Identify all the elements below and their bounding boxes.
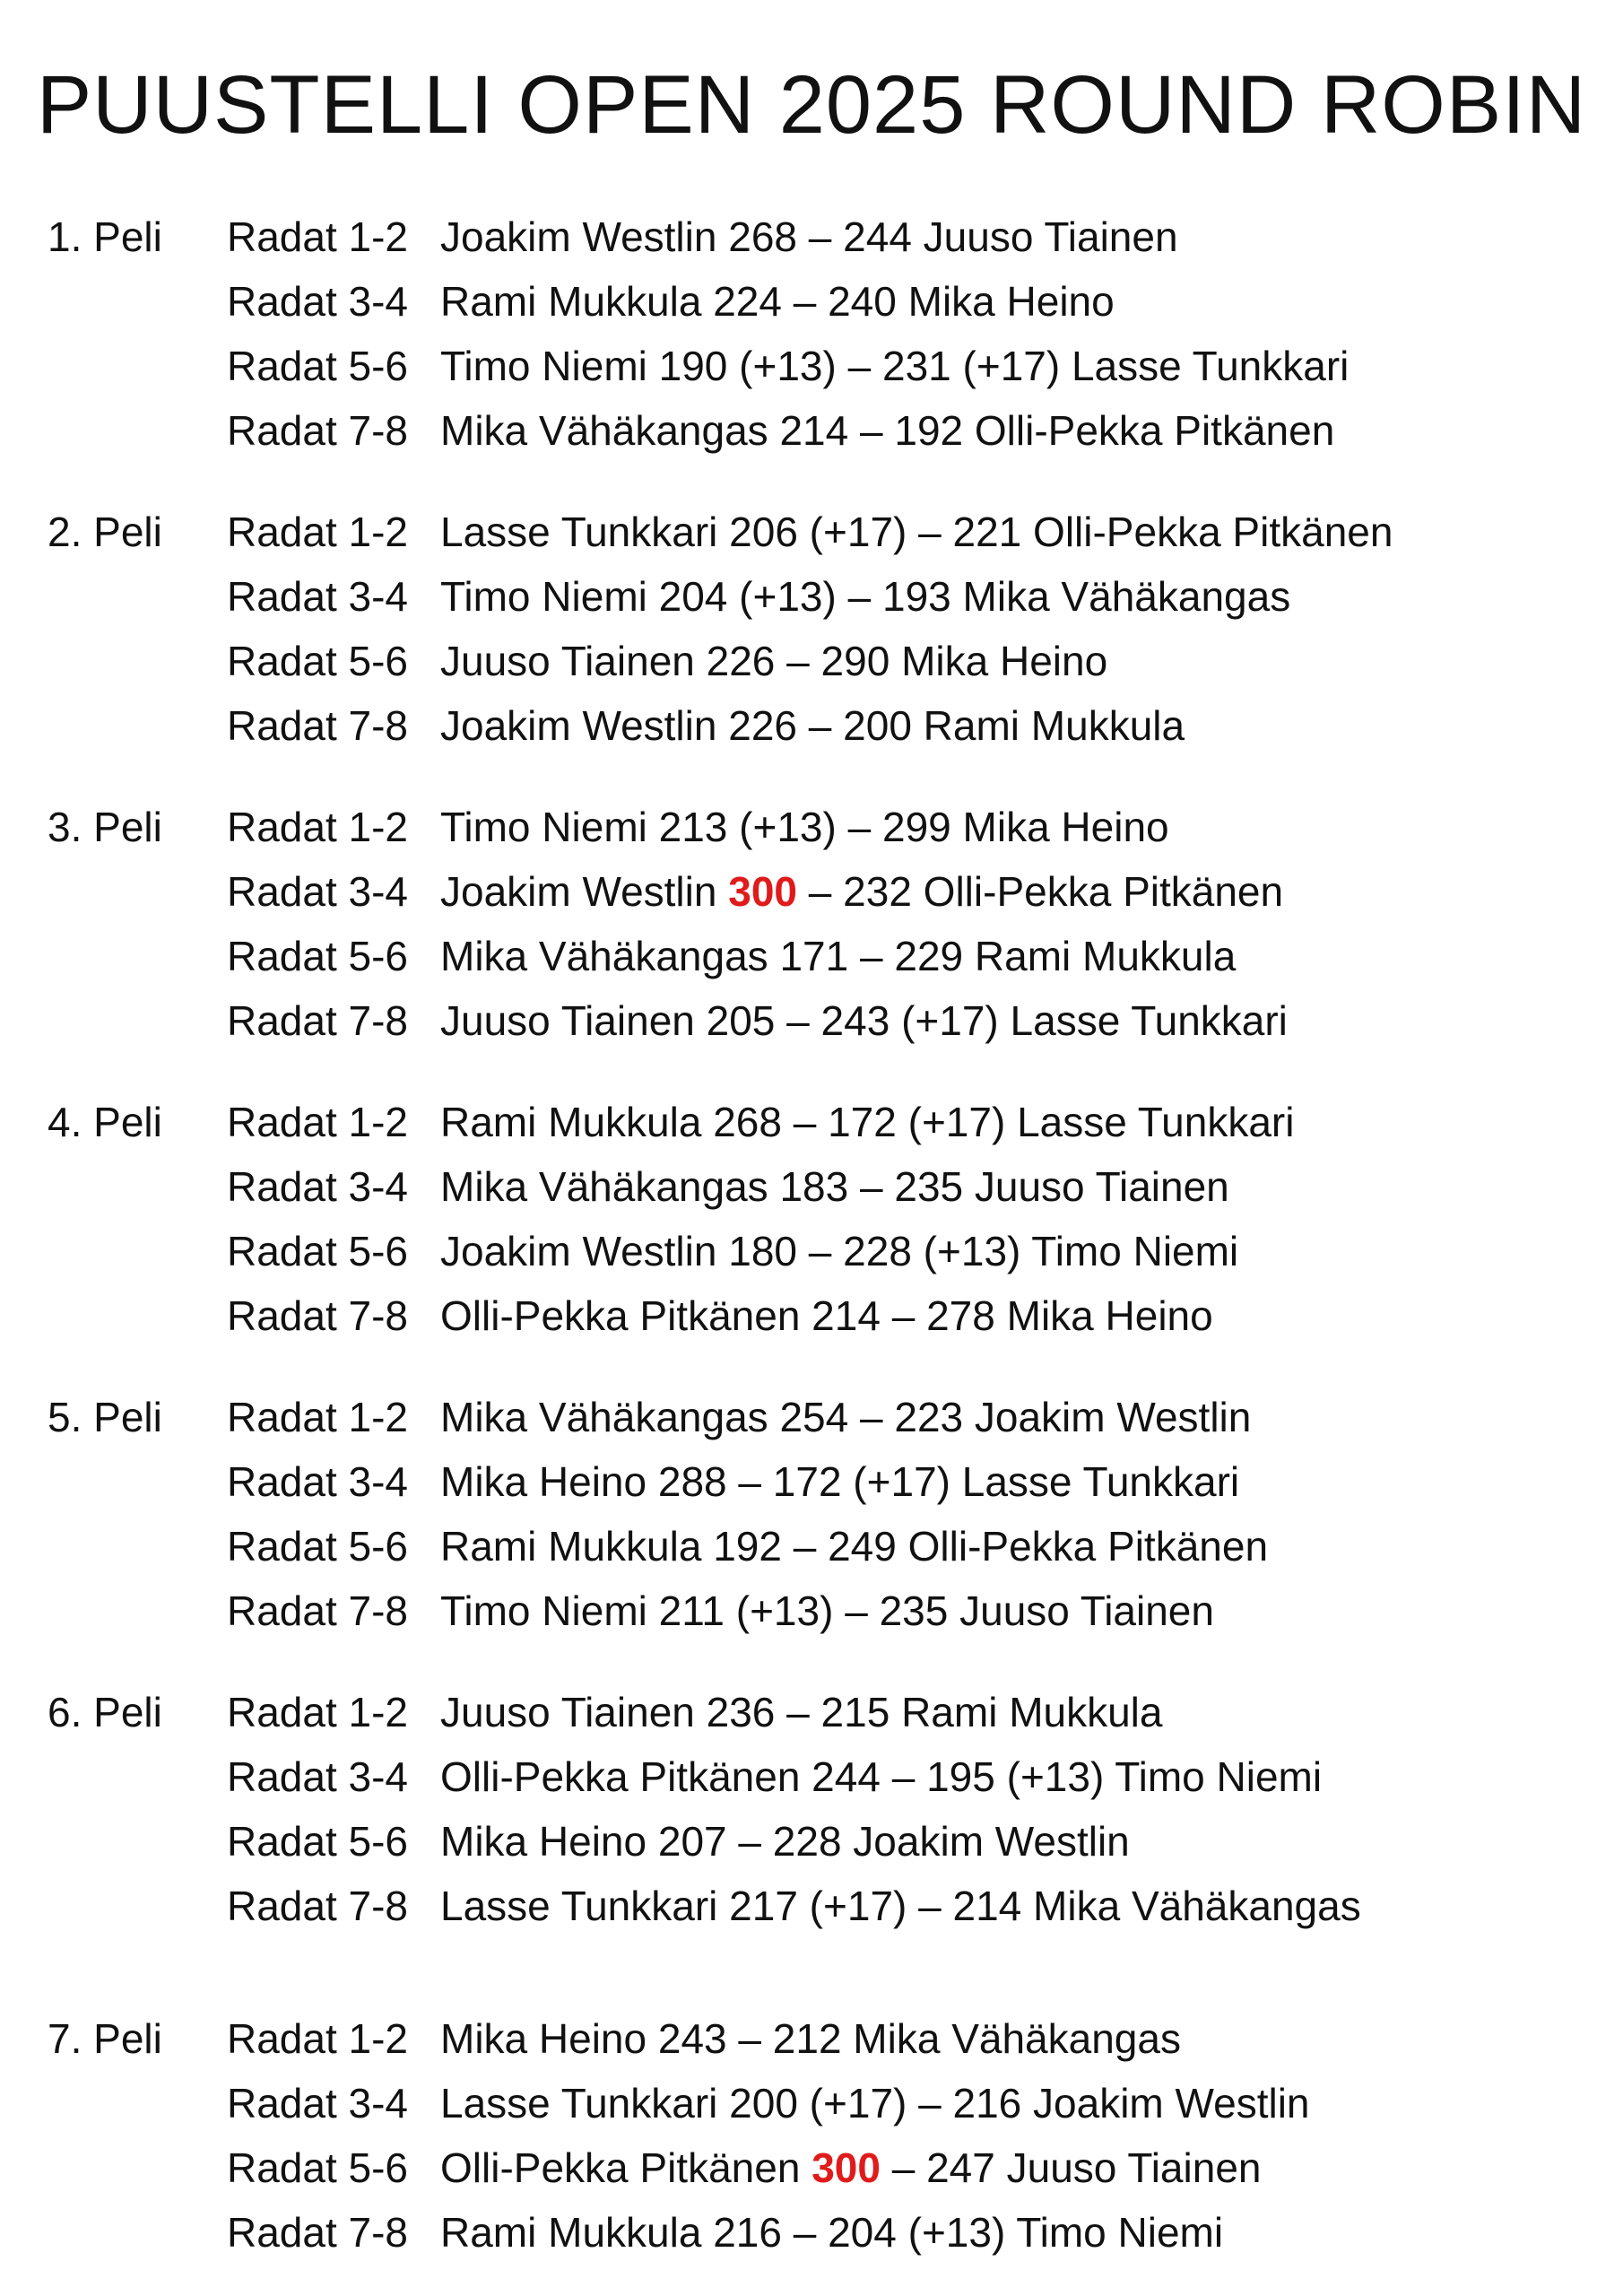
score-separator: – [797, 702, 844, 749]
left-player-score: Mika Vähäkangas 214 [440, 407, 849, 454]
match-row [227, 629, 1107, 693]
right-player-score: 195 (+13) Timo Niemi [926, 1753, 1323, 1800]
match-row [227, 398, 1334, 463]
score-separator: – [797, 213, 844, 260]
match-row [227, 2006, 1181, 2071]
left-player-score: Lasse Tunkkari 200 (+17) [440, 2080, 907, 2126]
left-player-score: Rami Mukkula 192 [440, 1523, 782, 1570]
score-separator: – [848, 933, 895, 979]
match-row [227, 2135, 1261, 2200]
score-separator: – [907, 2080, 953, 2126]
lanes-label: Radat 3-4 [227, 1163, 409, 1210]
match-row [227, 1219, 1238, 1283]
right-player-score: 212 Mika Vähäkangas [772, 2015, 1181, 2062]
left-player-score: Rami Mukkula 224 [440, 278, 782, 325]
score-separator: – [880, 1753, 927, 1800]
score-separator: – [907, 1883, 953, 1929]
perfect-game-score: 300 [728, 868, 797, 915]
lanes-label: Radat 5-6 [227, 1523, 409, 1570]
right-player-score: 200 Rami Mukkula [843, 702, 1185, 749]
lanes-label: Radat 5-6 [227, 933, 409, 979]
left-player-score: Juuso Tiainen 226 [440, 638, 776, 684]
match-row [227, 1809, 1130, 1874]
right-player-score: 247 Juuso Tiainen [926, 2144, 1262, 2191]
score-separator: – [880, 1292, 927, 1339]
match-row [227, 269, 1115, 334]
right-player-score: 229 Rami Mukkula [894, 933, 1237, 979]
lanes-label: Radat 3-4 [227, 1458, 409, 1505]
lanes-label: Radat 5-6 [227, 1818, 409, 1865]
left-player-score: Joakim Westlin 268 [440, 213, 797, 260]
round-label: 5. Peli [48, 1394, 162, 1440]
left-player-score: Mika Heino 243 [440, 2015, 727, 2062]
left-player-score: Olli-Pekka Pitkänen 244 [440, 1753, 881, 1800]
left-player-score: Timo Niemi 190 (+13) [440, 343, 837, 389]
lanes-label: Radat 7-8 [227, 407, 409, 454]
match-row [227, 564, 1290, 629]
left-player-score: Joakim Westlin [440, 868, 729, 915]
match-row [227, 1514, 1268, 1578]
right-player-score: 216 Joakim Westlin [952, 2080, 1310, 2126]
match-row [227, 1385, 1251, 1449]
score-separator: – [836, 343, 882, 389]
match-row [227, 334, 1349, 398]
match-row [227, 2071, 1310, 2135]
match-row [227, 859, 1283, 924]
score-separator: – [833, 1587, 880, 1634]
match-row [227, 988, 1288, 1053]
left-player-score: Rami Mukkula 216 [440, 2209, 782, 2256]
left-player-score: Olli-Pekka Pitkänen [440, 2144, 812, 2191]
round-label: 2. Peli [48, 509, 162, 555]
left-player-score: Rami Mukkula 268 [440, 1099, 782, 1145]
lanes-label: Radat 7-8 [227, 1292, 409, 1339]
right-player-score: 172 (+17) Lasse Tunkkari [772, 1458, 1240, 1505]
right-player-score: 240 Mika Heino [828, 278, 1115, 325]
lanes-label: Radat 5-6 [227, 638, 409, 684]
left-player-score: Mika Vähäkangas 183 [440, 1163, 849, 1210]
lanes-label: Radat 7-8 [227, 1587, 409, 1634]
score-separator: – [726, 1818, 773, 1865]
left-player-score: Juuso Tiainen 205 [440, 997, 776, 1044]
left-player-score: Timo Niemi 213 (+13) [440, 804, 837, 850]
score-separator: – [907, 509, 953, 555]
score-separator: – [775, 997, 821, 1044]
score-separator: – [836, 804, 882, 850]
lanes-label: Radat 3-4 [227, 278, 409, 325]
match-row [227, 1874, 1361, 1938]
match-row [227, 1090, 1294, 1154]
right-player-score: 204 (+13) Timo Niemi [828, 2209, 1224, 2256]
score-separator: – [781, 1099, 829, 1145]
lanes-label: Radat 3-4 [227, 1753, 409, 1800]
right-player-score: 299 Mika Heino [882, 804, 1169, 850]
right-player-score: 214 Mika Vähäkangas [952, 1883, 1361, 1929]
score-separator: – [726, 2015, 773, 2062]
score-separator: – [848, 1394, 895, 1440]
round-label: 3. Peli [48, 804, 162, 850]
right-player-score: 249 Olli-Pekka Pitkänen [828, 1523, 1269, 1570]
match-row [227, 795, 1169, 859]
lanes-label: Radat 3-4 [227, 2080, 409, 2126]
score-separator: – [781, 2209, 829, 2256]
lanes-label: Radat 1-2 [227, 1099, 409, 1145]
lanes-label: Radat 7-8 [227, 702, 409, 749]
match-row [227, 693, 1185, 758]
round-label: 6. Peli [48, 1689, 162, 1735]
right-player-score: 228 Joakim Westlin [772, 1818, 1130, 1865]
left-player-score: Mika Heino 288 [440, 1458, 727, 1505]
match-row [227, 1449, 1239, 1514]
perfect-game-score: 300 [812, 2144, 881, 2191]
match-row [227, 924, 1236, 988]
right-player-score: 221 Olli-Pekka Pitkänen [952, 509, 1393, 555]
right-player-score: 172 (+17) Lasse Tunkkari [828, 1099, 1295, 1145]
score-separator: – [775, 1689, 821, 1735]
lanes-label: Radat 1-2 [227, 804, 409, 850]
right-player-score: 290 Mika Heino [820, 638, 1108, 684]
lanes-label: Radat 1-2 [227, 1689, 409, 1735]
left-player-score: Mika Heino 207 [440, 1818, 727, 1865]
left-player-score: Mika Vähäkangas 254 [440, 1394, 849, 1440]
right-player-score: 235 Juuso Tiainen [879, 1587, 1214, 1634]
right-player-score: 243 (+17) Lasse Tunkkari [820, 997, 1288, 1044]
page-title: PUUSTELLI OPEN 2025 ROUND ROBIN [36, 59, 1587, 151]
left-player-score: Olli-Pekka Pitkänen 214 [440, 1292, 881, 1339]
lanes-label: Radat 7-8 [227, 2209, 409, 2256]
right-player-score: 244 Juuso Tiainen [843, 213, 1178, 260]
score-separator: – [797, 1228, 844, 1274]
lanes-label: Radat 1-2 [227, 1394, 409, 1440]
match-row [227, 204, 1178, 269]
lanes-label: Radat 1-2 [227, 509, 409, 555]
round-label: 1. Peli [48, 213, 162, 260]
score-separator: – [797, 868, 844, 915]
match-row [227, 1744, 1322, 1809]
left-player-score: Joakim Westlin 180 [440, 1228, 797, 1274]
match-row [227, 1283, 1213, 1348]
match-row [227, 1154, 1229, 1219]
score-separator: – [880, 2144, 927, 2191]
lanes-label: Radat 5-6 [227, 1228, 409, 1274]
left-player-score: Timo Niemi 204 (+13) [440, 573, 837, 620]
left-player-score: Joakim Westlin 226 [440, 702, 797, 749]
right-player-score: 192 Olli-Pekka Pitkänen [894, 407, 1335, 454]
match-row [227, 1578, 1214, 1643]
score-separator: – [836, 573, 882, 620]
right-player-score: 232 Olli-Pekka Pitkänen [843, 868, 1284, 915]
lanes-label: Radat 7-8 [227, 1883, 409, 1929]
left-player-score: Mika Vähäkangas 171 [440, 933, 849, 979]
score-separator: – [781, 1523, 829, 1570]
lanes-label: Radat 5-6 [227, 2144, 409, 2191]
score-separator: – [775, 638, 821, 684]
lanes-label: Radat 3-4 [227, 573, 409, 620]
left-player-score: Timo Niemi 211 (+13) [440, 1587, 834, 1634]
match-row [227, 500, 1393, 564]
right-player-score: 215 Rami Mukkula [820, 1689, 1163, 1735]
lanes-label: Radat 1-2 [227, 213, 409, 260]
right-player-score: 235 Juuso Tiainen [894, 1163, 1229, 1210]
match-row [227, 1680, 1162, 1744]
left-player-score: Lasse Tunkkari 217 (+17) [440, 1883, 907, 1929]
match-row [227, 2200, 1223, 2265]
lanes-label: Radat 3-4 [227, 868, 409, 915]
right-player-score: 231 (+17) Lasse Tunkkari [882, 343, 1350, 389]
left-player-score: Lasse Tunkkari 206 (+17) [440, 509, 907, 555]
right-player-score: 223 Joakim Westlin [894, 1394, 1252, 1440]
round-label: 4. Peli [48, 1099, 162, 1145]
left-player-score: Juuso Tiainen 236 [440, 1689, 776, 1735]
score-separator: – [848, 1163, 895, 1210]
score-separator: – [848, 407, 895, 454]
lanes-label: Radat 7-8 [227, 997, 409, 1044]
right-player-score: 193 Mika Vähäkangas [882, 573, 1291, 620]
right-player-score: 278 Mika Heino [926, 1292, 1213, 1339]
lanes-label: Radat 1-2 [227, 2015, 409, 2062]
score-separator: – [726, 1458, 773, 1505]
score-separator: – [781, 278, 829, 325]
lanes-label: Radat 5-6 [227, 343, 409, 389]
right-player-score: 228 (+13) Timo Niemi [843, 1228, 1239, 1274]
round-label: 7. Peli [48, 2015, 162, 2062]
